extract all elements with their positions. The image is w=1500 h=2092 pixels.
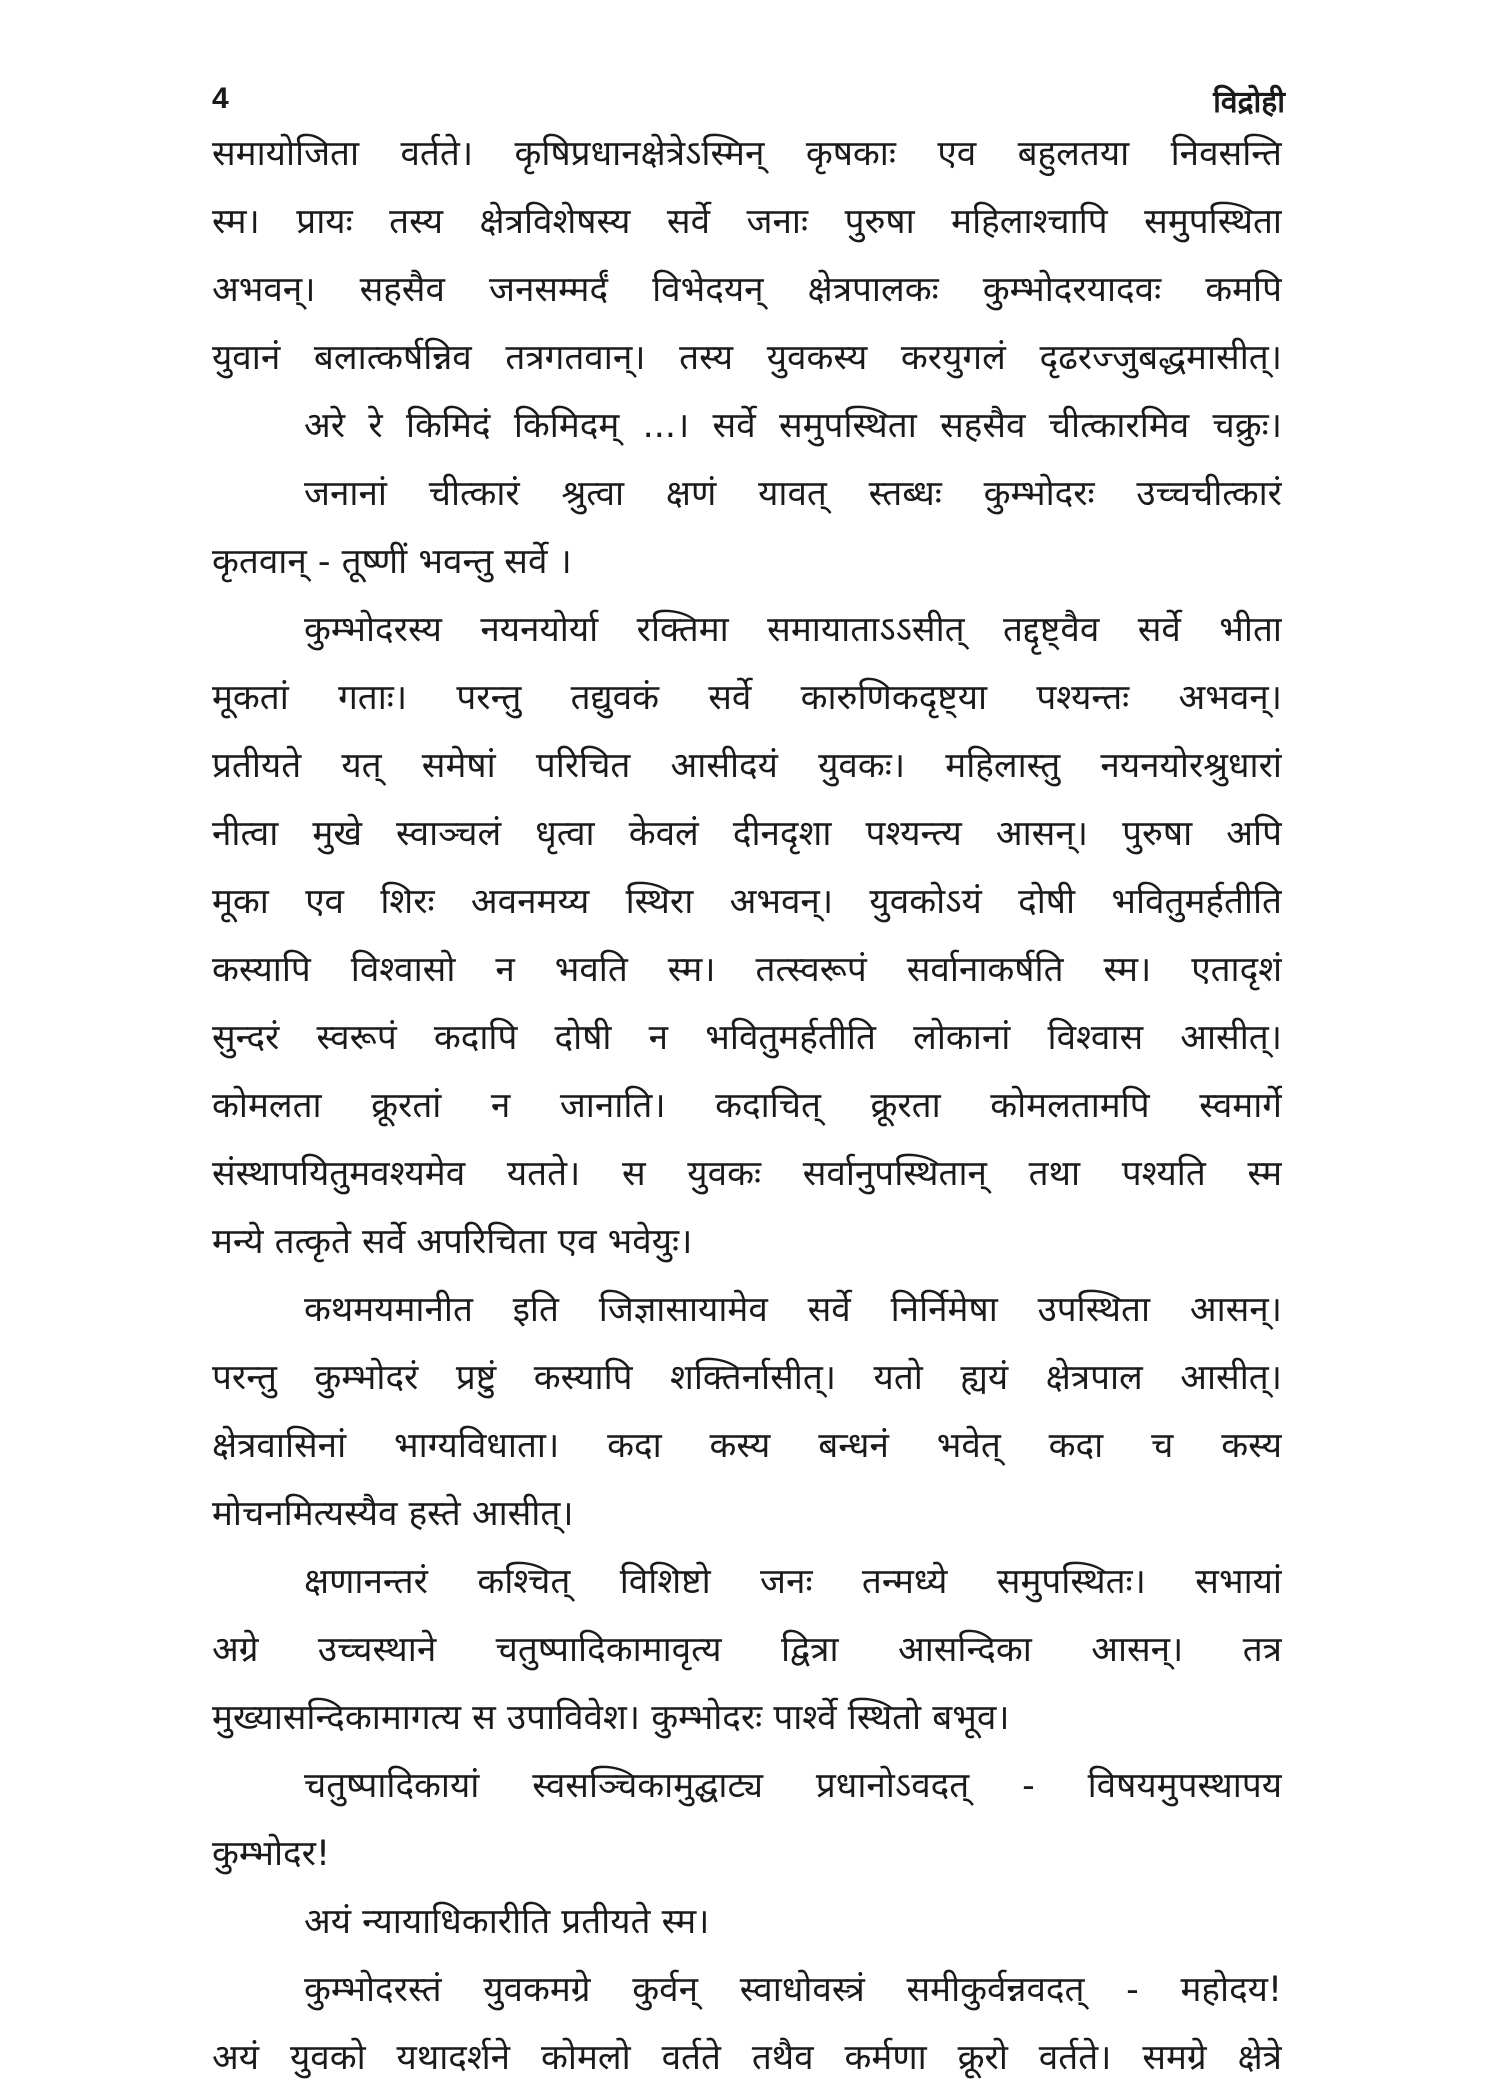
body-text xyxy=(212,120,1282,2092)
text-line: संस्थापयितुमवश्यमेव यतते। स युवकः सर्वानुपस्थितान् तथा पश्यति स्म xyxy=(212,1154,1282,1194)
text-line: अरे रे किमिदं किमिदम् ...। सर्वे समुपस्थिता सहसैव चीत्कारमिव चक्रुः। xyxy=(304,406,1282,446)
text-line: कस्यापि विश्वासो न भवति स्म। तत्स्वरूपं सर्वानाकर्षति स्म। एतादृशं xyxy=(212,950,1282,990)
text-line: मुख्यासन्दिकामागत्य स उपाविवेश। कुम्भोदरः पार्श्वे स्थितो बभूव। xyxy=(212,1698,1010,1738)
text-line: कुम्भोदरस्तं युवकमग्रे कुर्वन् स्वाधोवस्त्रं समीकुर्वन्नवदत् - महोदय! xyxy=(304,1970,1282,2010)
text-line: मूकतां गताः। परन्तु तद्युवकं सर्वे कारुणिकदृष्ट्या पश्यन्तः अभवन्। xyxy=(212,678,1282,718)
text-line: कुम्भोदरस्य नयनयोर्या रक्तिमा समायाताऽऽसीत् तद्दृष्ट्वैव सर्वे भीता xyxy=(304,610,1282,650)
text-line: स्म। प्रायः तस्य क्षेत्रविशेषस्य सर्वे जनाः पुरुषा महिलाश्चापि समुपस्थिता xyxy=(212,202,1282,242)
text-line: कुम्भोदर! xyxy=(212,1834,330,1874)
text-line: अयं युवको यथादर्शने कोमलो वर्तते तथैव कर्मणा क्रूरो वर्तते। समग्रे क्षेत्रे xyxy=(212,2038,1282,2078)
text-line: क्षेत्रवासिनां भाग्यविधाता। कदा कस्य बन्धनं भवेत् कदा च कस्य xyxy=(212,1426,1282,1466)
text-line: अग्रे उच्चस्थाने चतुष्पादिकामावृत्य द्वित्रा आसन्दिका आसन्। तत्र xyxy=(212,1630,1282,1670)
text-line: मोचनमित्यस्यैव हस्ते आसीत्। xyxy=(212,1494,574,1534)
text-line: अभवन्। सहसैव जनसम्मर्दं विभेदयन् क्षेत्रपालकः कुम्भोदरयादवः कमपि xyxy=(212,270,1282,310)
text-line: कृतवान् - तूष्णीं भवन्तु सर्वे । xyxy=(212,542,572,582)
text-line: मन्ये तत्कृते सर्वे अपरिचिता एव भवेयुः। xyxy=(212,1222,693,1262)
running-title: विद्रोही xyxy=(1213,85,1285,120)
text-line: समायोजिता वर्तते। कृषिप्रधानक्षेत्रेऽस्मिन् कृषकाः एव बहुलतया निवसन्ति xyxy=(212,134,1282,174)
text-line: कथमयमानीत इति जिज्ञासायामेव सर्वे निर्निमेषा उपस्थिता आसन्। xyxy=(304,1290,1282,1330)
text-line: मूका एव शिरः अवनमय्य स्थिरा अभवन्। युवकोऽयं दोषी भवितुमर्हतीति xyxy=(212,882,1282,922)
text-line: सुन्दरं स्वरूपं कदापि दोषी न भवितुमर्हतीति लोकानां विश्वास आसीत्। xyxy=(212,1018,1282,1058)
text-line: युवानं बलात्कर्षन्निव तत्रगतवान्। तस्य युवकस्य करयुगलं दृढरज्जुबद्धमासीत्। xyxy=(212,338,1282,378)
text-line: नीत्वा मुखे स्वाञ्चलं धृत्वा केवलं दीनदृशा पश्यन्त्य आसन्। पुरुषा अपि xyxy=(212,814,1282,854)
text-line: प्रतीयते यत् समेषां परिचित आसीदयं युवकः। महिलास्तु नयनयोरश्रुधारां xyxy=(212,746,1282,786)
text-line: अयं न्यायाधिकारीति प्रतीयते स्म। xyxy=(304,1902,710,1942)
text-line: जनानां चीत्कारं श्रुत्वा क्षणं यावत् स्तब्धः कुम्भोदरः उच्चचीत्कारं xyxy=(304,474,1282,514)
text-line: चतुष्पादिकायां स्वसञ्चिकामुद्घाट्य प्रधानोऽवदत् - विषयमुपस्थापय xyxy=(304,1766,1282,1806)
text-line: कोमलता क्रूरतां न जानाति। कदाचित् क्रूरता कोमलतामपि स्वमार्गे xyxy=(212,1086,1282,1126)
text-line: परन्तु कुम्भोदरं प्रष्टुं कस्यापि शक्तिर्नासीत्। यतो ह्ययं क्षेत्रपाल आसीत्। xyxy=(212,1358,1282,1398)
page-number: 4 xyxy=(212,82,229,115)
text-line: क्षणानन्तरं कश्चित् विशिष्टो जनः तन्मध्ये समुपस्थितः। सभायां xyxy=(304,1562,1282,1602)
